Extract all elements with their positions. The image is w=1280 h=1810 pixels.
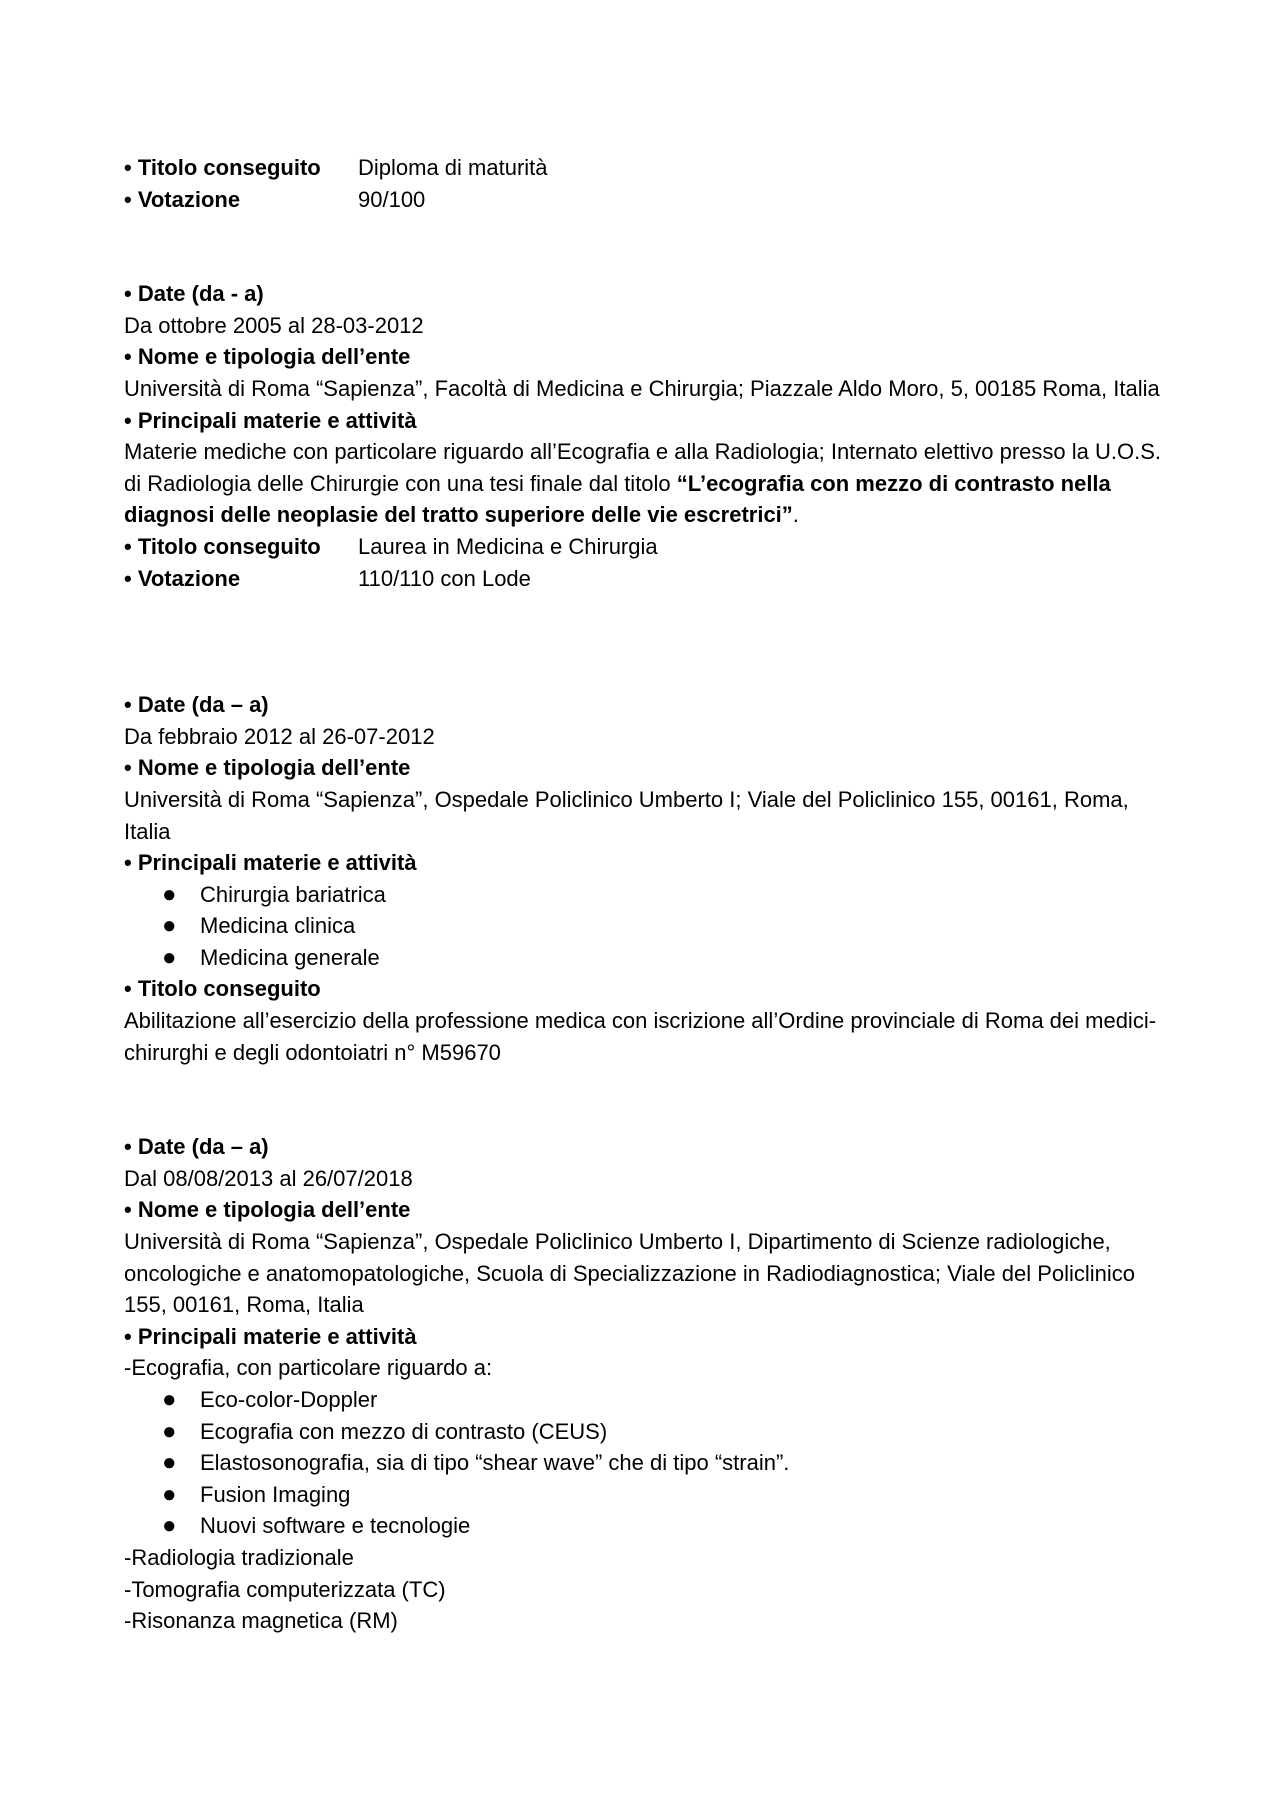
list-item-text: Ecografia con mezzo di contrasto (CEUS) — [200, 1418, 608, 1444]
subjects-paragraph — [124, 436, 1164, 531]
bullet-icon: ● — [162, 1512, 177, 1540]
list-item-text: Fusion Imaging — [200, 1481, 351, 1507]
grade-label: • Votazione — [124, 565, 241, 591]
bullet-icon: ● — [162, 880, 177, 908]
bullet-icon: ● — [162, 1386, 177, 1413]
education-entry-diploma — [124, 152, 1164, 215]
dates-label: • Date (da – a) — [124, 1134, 269, 1160]
bullet-icon: ● — [162, 1480, 177, 1508]
bullet-icon: ● — [162, 1449, 177, 1477]
title-label: • Titolo conseguito — [124, 976, 321, 1002]
title-label: • Titolo conseguito — [124, 533, 321, 559]
subjects-end: . — [792, 502, 799, 528]
list-item-text: Elastosonografia, sia di tipo “shear wave” che di tipo “strain”. — [200, 1450, 790, 1476]
list-item — [124, 1479, 1164, 1511]
education-entry-license — [124, 689, 1164, 1068]
thesis-title: “L’ecografia con mezzo di contrasto nella diagnosi delle neoplasie del tratto superiore delle vie escretrici” — [124, 470, 1111, 528]
extra-item: -Tomografia computerizzata (TC) — [124, 1576, 446, 1602]
subjects-label: • Principali materie e attività — [124, 850, 417, 876]
list-item — [124, 1416, 1164, 1448]
subjects-label: • Principali materie e attività — [124, 407, 417, 433]
title-row — [124, 531, 1164, 563]
list-item — [124, 1447, 1164, 1479]
subjects-text: Materie mediche con particolare riguardo all’Ecografia e alla Radiologia; Internato elettivo presso la U.O.S. di Radiologia delle Chirurgie con una tesi finale dal titolo — [124, 439, 1161, 496]
dates-label: • Date (da – a) — [124, 692, 269, 718]
list-item — [124, 942, 1164, 974]
grade-label: • Votazione — [124, 186, 241, 212]
spacer — [124, 1068, 1164, 1131]
education-entry-degree — [124, 278, 1164, 594]
grade-row — [124, 184, 1164, 216]
entity-label: • Nome e tipologia dell’ente — [124, 755, 411, 781]
dates-value: Da ottobre 2005 al 28-03-2012 — [124, 312, 424, 338]
title-value: Laurea in Medicina e Chirurgia — [358, 533, 658, 559]
grade-value: 110/110 con Lode — [358, 565, 531, 591]
spacer — [124, 215, 1164, 278]
dates-value: Dal 08/08/2013 al 26/07/2018 — [124, 1165, 413, 1191]
list-item-text: Chirurgia bariatrica — [200, 881, 386, 907]
entity-label: • Nome e tipologia dell’ente — [124, 344, 411, 370]
entity-value: Università di Roma “Sapienza”, Ospedale Policlinico Umberto I; Viale del Policlinico 155, 00161, Roma, Italia — [124, 786, 1129, 844]
subjects-label: • Principali materie e attività — [124, 1323, 417, 1349]
cv-page — [124, 152, 1164, 1637]
list-item — [124, 1384, 1164, 1416]
bullet-icon: ● — [162, 1417, 177, 1445]
extra-item: -Radiologia tradizionale — [124, 1544, 354, 1570]
grade-row — [124, 563, 1164, 595]
list-item — [124, 910, 1164, 942]
list-item-text: Eco-color-Doppler — [200, 1387, 378, 1412]
list-item-text: Medicina clinica — [200, 913, 356, 939]
grade-value: 90/100 — [358, 186, 426, 212]
title-row — [124, 152, 1164, 184]
bullet-icon: ● — [162, 943, 177, 971]
title-label: • Titolo conseguito — [124, 155, 321, 180]
extra-item: -Risonanza magnetica (RM) — [124, 1608, 398, 1634]
education-entry-specialization — [124, 1131, 1164, 1637]
entity-value: Università di Roma “Sapienza”, Facoltà di Medicina e Chirurgia; Piazzale Aldo Moro, 5, 00185 Roma, Italia — [124, 375, 1160, 401]
bullet-icon: ● — [162, 912, 177, 940]
entity-value: Università di Roma “Sapienza”, Ospedale Policlinico Umberto I, Dipartimento di Scienze radiologiche, oncologiche e anatomopatologiche, Scuola di Specializzazione in Radiodiagnostica; Viale del Policlinico 155, 00161, Roma, Italia — [124, 1229, 1136, 1318]
list-item — [124, 1510, 1164, 1542]
list-item-text: Nuovi software e tecnologie — [200, 1513, 471, 1539]
list-item-text: Medicina generale — [200, 944, 380, 970]
dates-label: • Date (da - a) — [124, 281, 264, 307]
dates-value: Da febbraio 2012 al 26-07-2012 — [124, 723, 435, 749]
subjects-intro: -Ecografia, con particolare riguardo a: — [124, 1355, 493, 1381]
title-value: Abilitazione all’esercizio della professione medica con iscrizione all’Ordine provinciale di Roma dei medici-chirurghi e degli odontoiatri n° M59670 — [124, 1008, 1157, 1065]
subjects-list — [124, 1384, 1164, 1542]
spacer — [124, 594, 1164, 689]
entity-label: • Nome e tipologia dell’ente — [124, 1197, 411, 1223]
list-item — [124, 879, 1164, 911]
subjects-list — [124, 879, 1164, 974]
title-value: Diploma di maturità — [358, 155, 548, 180]
